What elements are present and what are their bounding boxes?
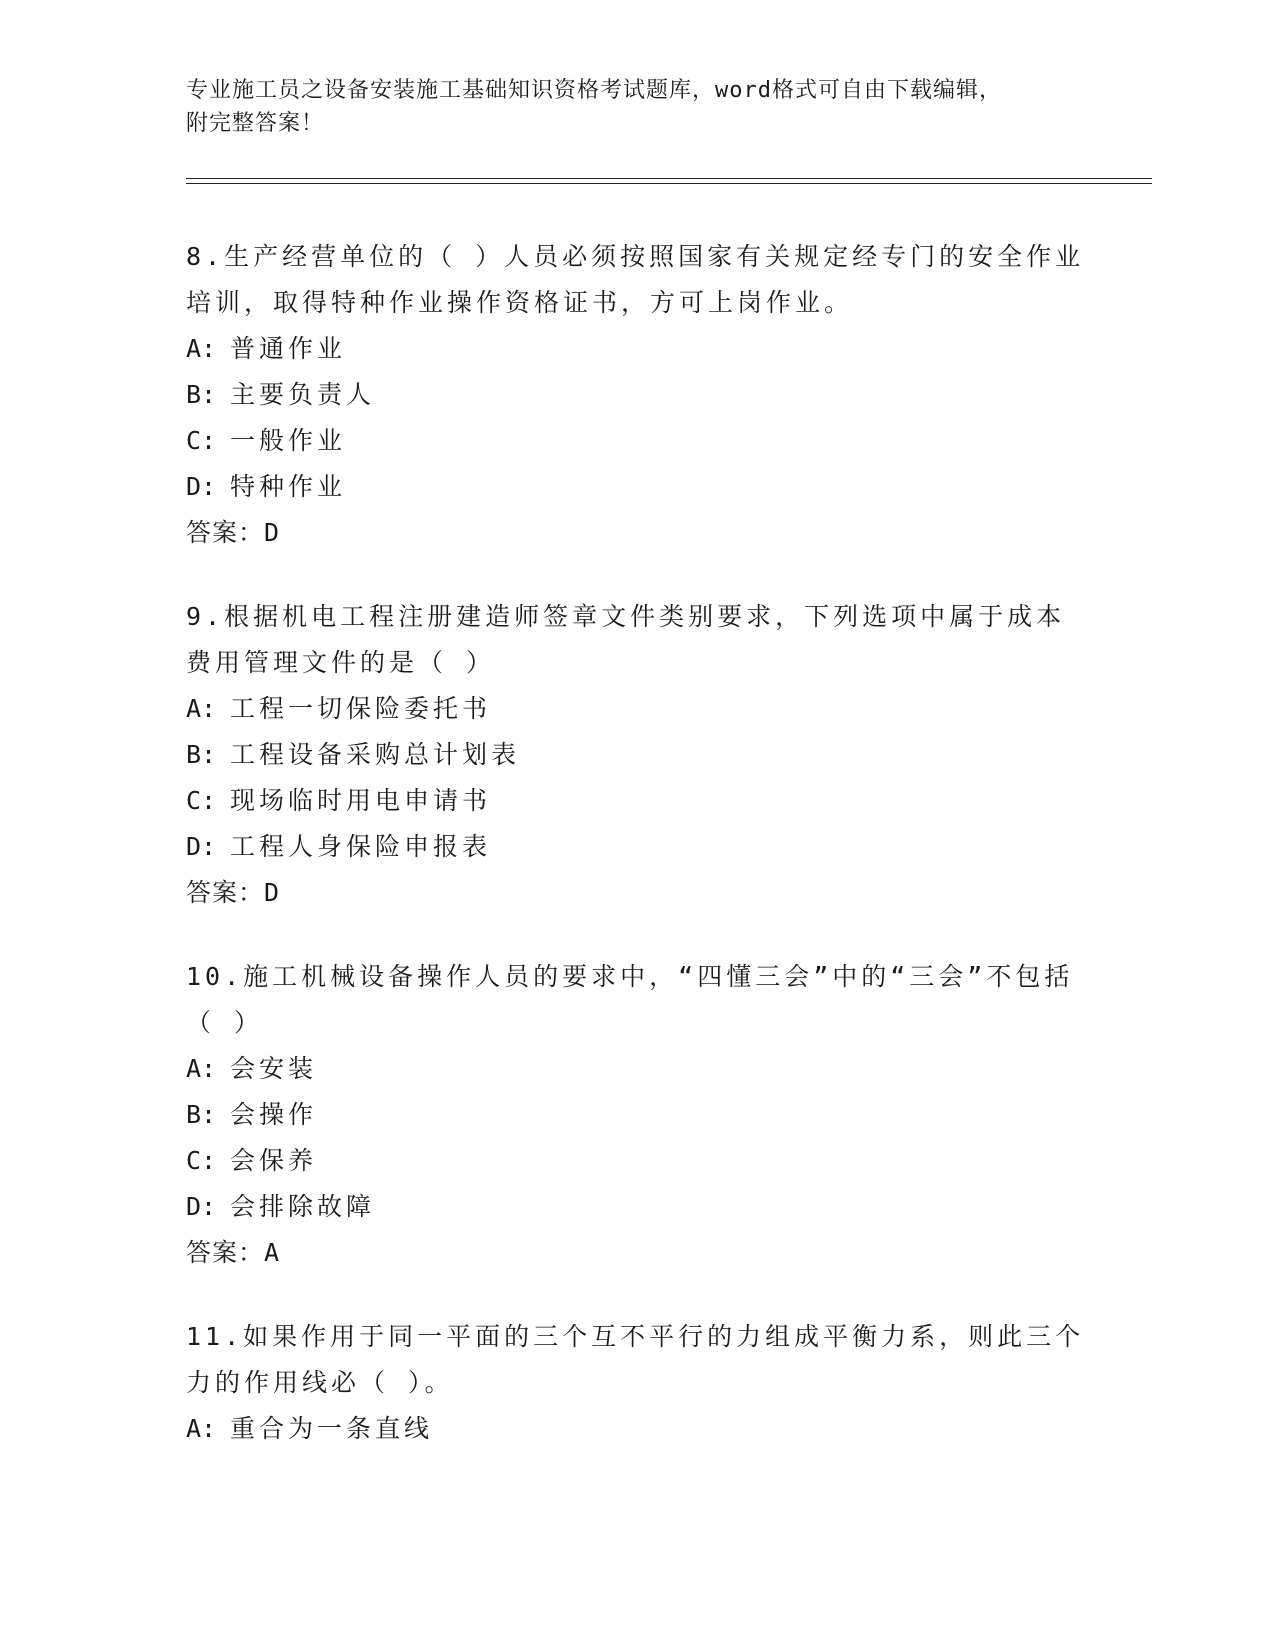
question-10 [186, 954, 1086, 1276]
option-key: C: [186, 786, 217, 815]
option-d [186, 464, 1086, 510]
option-text: 工程一切保险委托书 [230, 694, 492, 723]
answer-line [186, 870, 1086, 916]
option-b [186, 732, 1086, 778]
option-key: C: [186, 426, 217, 455]
option-d [186, 824, 1086, 870]
option-text: 一般作业 [230, 426, 347, 455]
document-header [186, 74, 1066, 140]
answer-value: D [264, 878, 281, 907]
option-text: 现场临时用电申请书 [230, 786, 492, 815]
option-key: D: [186, 832, 217, 861]
question-8 [186, 234, 1086, 556]
option-key: A: [186, 1414, 217, 1443]
option-text: 会保养 [230, 1146, 318, 1175]
question-11 [186, 1314, 1086, 1452]
option-text: 会操作 [230, 1100, 318, 1129]
option-key: A: [186, 334, 217, 363]
question-list [186, 234, 1086, 1490]
question-stem: 9.根据机电工程注册建造师签章文件类别要求，下列选项中属于成本费用管理文件的是（ ） [186, 602, 1066, 677]
option-text: 会排除故障 [230, 1192, 376, 1221]
header-divider-top [186, 178, 1152, 179]
option-text: 会安装 [230, 1054, 318, 1083]
option-key: B: [186, 1100, 217, 1129]
answer-value: D [264, 518, 281, 547]
option-text: 重合为一条直线 [230, 1414, 434, 1443]
answer-line [186, 1230, 1086, 1276]
option-c [186, 418, 1086, 464]
option-key: B: [186, 380, 217, 409]
answer-label: 答案： [186, 878, 265, 907]
option-key: B: [186, 740, 217, 769]
question-stem: 8.生产经营单位的（ ）人员必须按照国家有关规定经专门的安全作业培训，取得特种作业操作资格证书，方可上岗作业。 [186, 242, 1085, 317]
question-9 [186, 594, 1086, 916]
option-c [186, 778, 1086, 824]
option-a [186, 1406, 1086, 1452]
option-text: 主要负责人 [230, 380, 376, 409]
option-b [186, 372, 1086, 418]
answer-label: 答案： [186, 518, 265, 547]
question-stem: 11.如果作用于同一平面的三个互不平行的力组成平衡力系，则此三个力的作用线必（ ）。 [186, 1322, 1085, 1397]
option-key: A: [186, 1054, 217, 1083]
option-a [186, 1046, 1086, 1092]
option-key: A: [186, 694, 217, 723]
header-line-2: 附完整答案！ [186, 111, 325, 136]
option-d [186, 1184, 1086, 1230]
header-divider-bottom [186, 183, 1152, 184]
answer-value: A [264, 1238, 281, 1267]
answer-line [186, 510, 1086, 556]
option-text: 普通作业 [230, 334, 347, 363]
option-key: C: [186, 1146, 217, 1175]
option-a [186, 686, 1086, 732]
option-b [186, 1092, 1086, 1138]
option-text: 工程人身保险申报表 [230, 832, 492, 861]
header-line-1: 专业施工员之设备安装施工基础知识资格考试题库，word格式可自由下载编辑， [186, 78, 1002, 103]
option-a [186, 326, 1086, 372]
answer-label: 答案： [186, 1238, 265, 1267]
option-text: 工程设备采购总计划表 [230, 740, 521, 769]
option-c [186, 1138, 1086, 1184]
option-key: D: [186, 472, 217, 501]
option-key: D: [186, 1192, 217, 1221]
option-text: 特种作业 [230, 472, 347, 501]
question-stem: 10.施工机械设备操作人员的要求中，“四懂三会”中的“三会”不包括（ ） [186, 962, 1074, 1037]
